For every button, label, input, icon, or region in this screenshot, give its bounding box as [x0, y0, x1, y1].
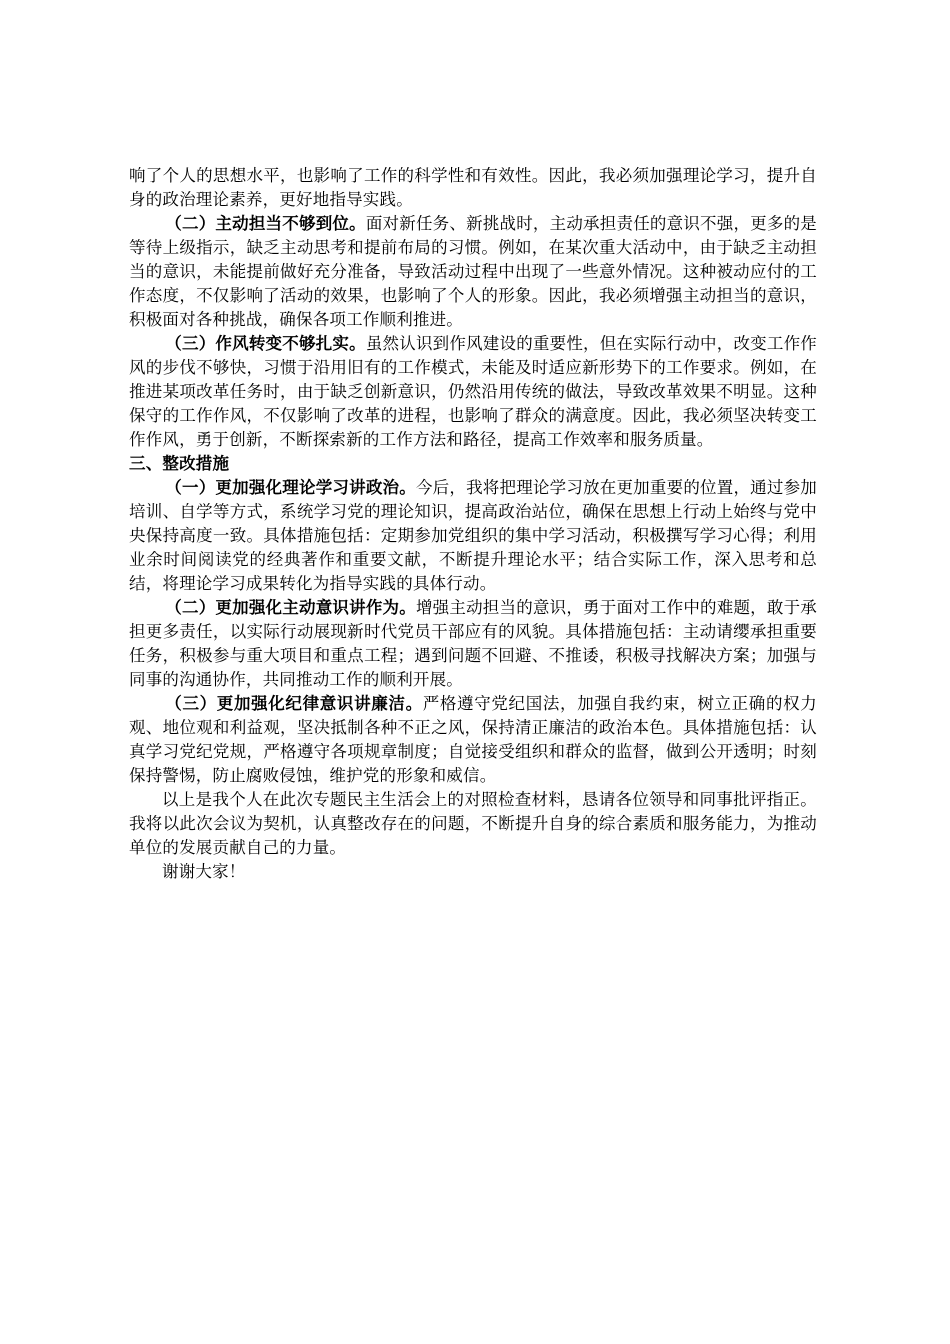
paragraph-heading: （三）更加强化纪律意识讲廉洁。	[165, 694, 423, 713]
paragraph-continuation: 响了个人的思想水平，也影响了工作的科学性和有效性。因此，我必须加强理论学习，提升自身的政治理论素养，更好地指导实践。	[129, 166, 817, 209]
paragraph-thanks: 谢谢大家！	[162, 862, 246, 881]
paragraph-theory-study	[129, 476, 817, 596]
paragraph-text: 增强主动担当的意识，勇于面对工作中的难题，敢于承担更多责任，以实际行动展现新时代党员干部应有的风貌。具体措施包括：主动请缨承担重要任务，积极参与重大项目和重点工程；遇到问题不回避、不推诿，积极寻找解决方案；加强与同事的沟通协作，共同推动工作的顺利开展。	[129, 598, 817, 689]
paragraph-heading: （二）主动担当不够到位。	[165, 214, 366, 233]
document-body	[129, 164, 817, 884]
paragraph-text: 虽然认识到作风建设的重要性，但在实际行动中，改变工作作风的步伐不够快，习惯于沿用旧有的工作模式，未能及时适应新形势下的工作要求。例如，在推进某项改革任务时，由于缺乏创新意识，仍然沿用传统的做法，导致改革效果不明显。这种保守的工作作风，不仅影响了改革的进程，也影响了群众的满意度。因此，我必须坚决转变工作作风，勇于创新，不断探索新的工作方法和路径，提高工作效率和服务质量。	[129, 334, 817, 449]
paragraph-heading: （三）作风转变不够扎实。	[165, 334, 366, 353]
paragraph-initiative-measures	[129, 596, 817, 692]
paragraph-work-style	[129, 332, 817, 452]
paragraph-text: 严格遵守党纪国法，加强自我约束，树立正确的权力观、地位观和利益观，坚决抵制各种不正之风，保持清正廉洁的政治本色。具体措施包括：认真学习党纪党规，严格遵守各项规章制度；自觉接受组织和群众的监督，做到公开透明；时刻保持警惕，防止腐败侵蚀，维护党的形象和威信。	[129, 694, 817, 785]
paragraph-closing: 以上是我个人在此次专题民主生活会上的对照检查材料，恳请各位领导和同事批评指正。我将以此次会议为契机，认真整改存在的问题，不断提升自身的综合素质和服务能力，为推动单位的发展贡献自己的力量。	[129, 790, 817, 857]
section-title-rectification: 三、整改措施	[129, 454, 230, 473]
paragraph-discipline	[129, 692, 817, 788]
paragraph-heading: （一）更加强化理论学习讲政治。	[165, 478, 416, 497]
paragraph-text: 今后，我将把理论学习放在更加重要的位置，通过参加培训、自学等方式，系统学习党的理论知识，提高政治站位，确保在思想上行动上始终与党中央保持高度一致。具体措施包括：定期参加党组织的集中学习活动，积极撰写学习心得；利用业余时间阅读党的经典著作和重要文献，不断提升理论水平；结合实际工作，深入思考和总结，将理论学习成果转化为指导实践的具体行动。	[129, 478, 817, 593]
paragraph-initiative	[129, 212, 817, 332]
paragraph-heading: （二）更加强化主动意识讲作为。	[165, 598, 416, 617]
paragraph-text: 面对新任务、新挑战时，主动承担责任的意识不强，更多的是等待上级指示，缺乏主动思考和提前布局的习惯。例如，在某次重大活动中，由于缺乏主动担当的意识，未能提前做好充分准备，导致活动过程中出现了一些意外情况。这种被动应付的工作态度，不仅影响了活动的效果，也影响了个人的形象。因此，我必须增强主动担当的意识，积极面对各种挑战，确保各项工作顺利推进。	[129, 214, 817, 329]
